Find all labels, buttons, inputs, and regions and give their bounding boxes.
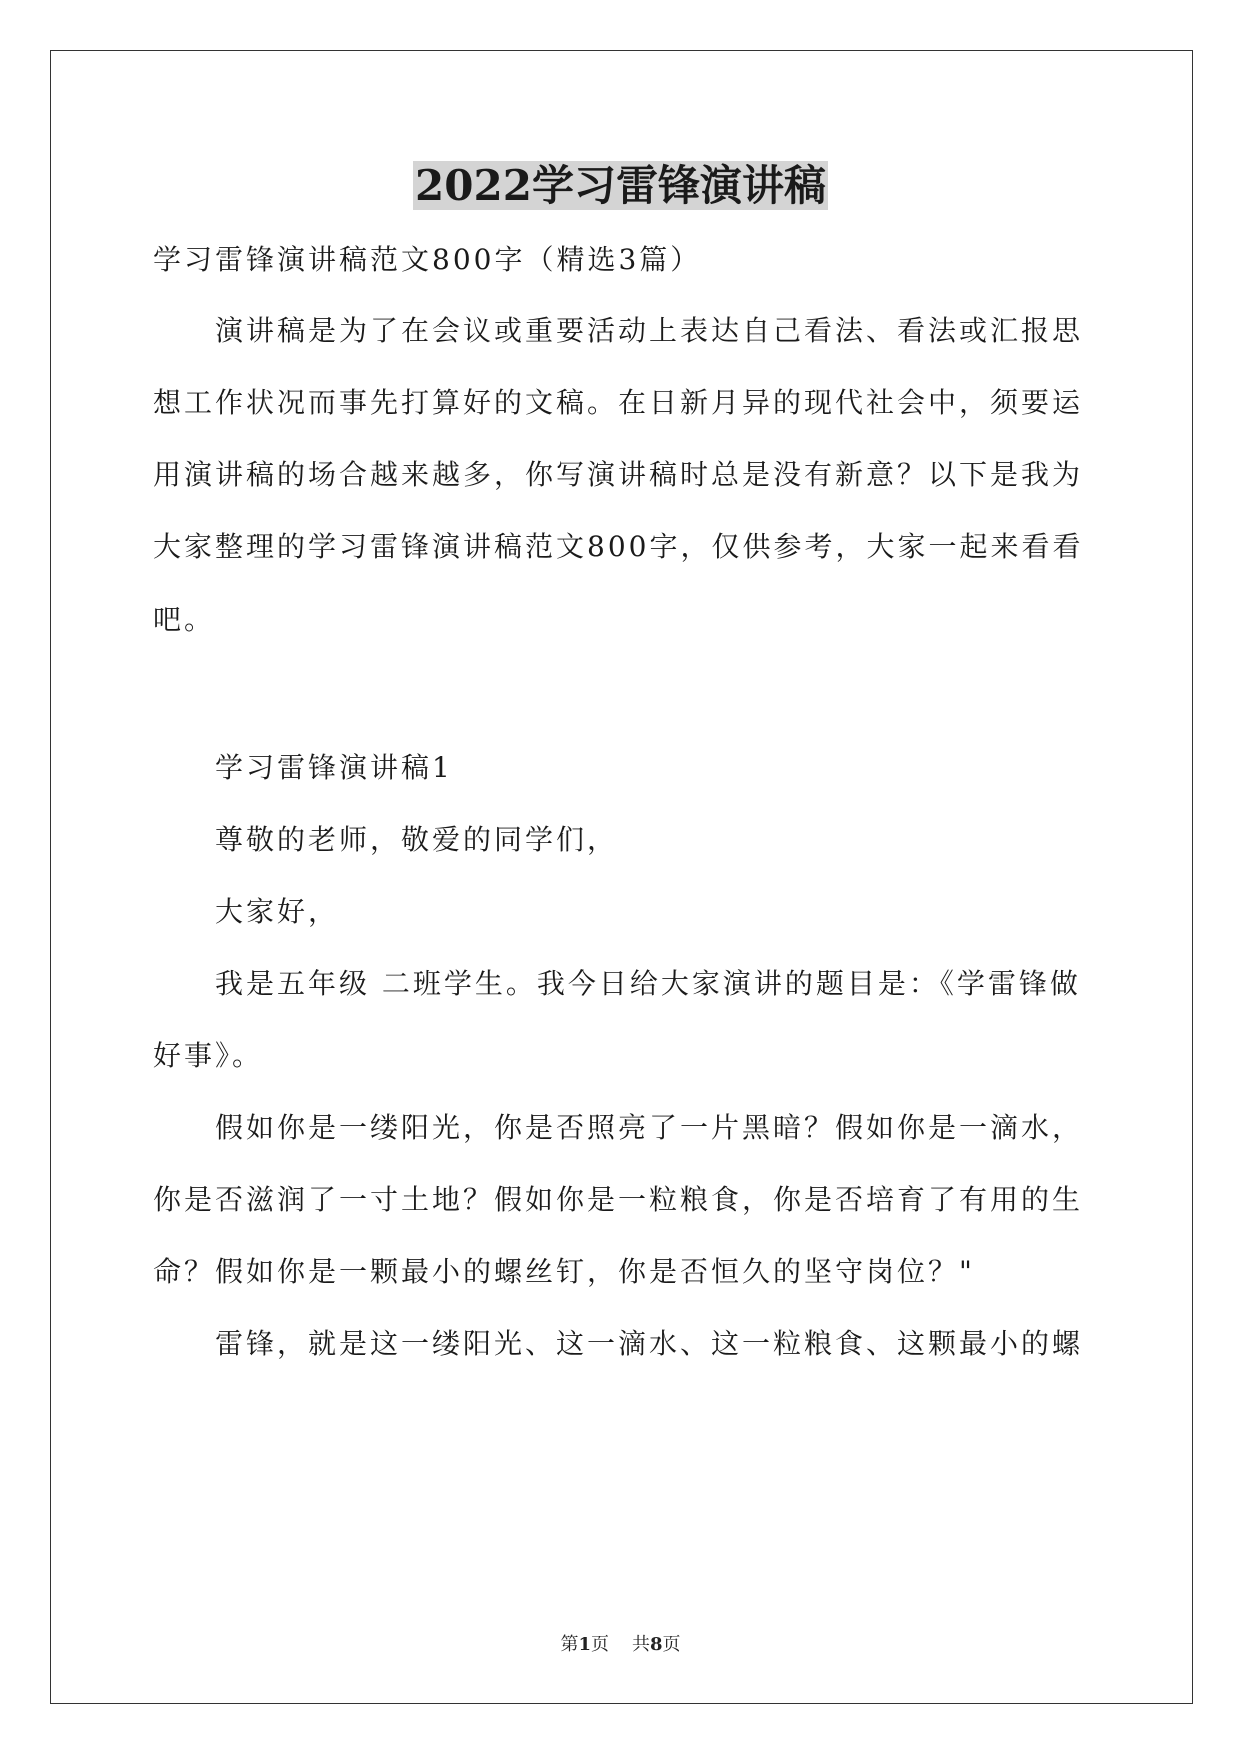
page-number: 1 (578, 1634, 592, 1655)
greeting: 大家好， (215, 895, 340, 928)
intro-line: 大家整理的学习雷锋演讲稿范文800字，仅供参考，大家一起来看看 (153, 530, 1084, 563)
speech-line: 雷锋，就是这一缕阳光、这一滴水、这一粒粮食、这颗最小的螺 (215, 1327, 1084, 1360)
section-heading: 学习雷锋演讲稿1 (215, 751, 453, 784)
page-footer (0, 1633, 1241, 1657)
speech-line: 我是五年级 二班学生。我今日给大家演讲的题目是：《学雷锋做 (215, 967, 1081, 1000)
document-title-text: 2022学习雷锋演讲稿 (415, 161, 826, 210)
speech-line: 命？假如你是一颗最小的螺丝钉，你是否恒久的坚守岗位？" (153, 1255, 975, 1288)
speech-line: 好事》。 (153, 1039, 264, 1072)
total-prefix: 共 (631, 1634, 650, 1655)
total-suffix: 页 (662, 1634, 681, 1655)
page-suffix: 页 (591, 1634, 610, 1655)
intro-line: 演讲稿是为了在会议或重要活动上表达自己看法、看法或汇报思 (215, 314, 1084, 347)
intro-line: 用演讲稿的场合越来越多，你写演讲稿时总是没有新意？以下是我为 (153, 458, 1084, 491)
document-subtitle: 学习雷锋演讲稿范文800字（精选3篇） (153, 243, 702, 276)
speech-line: 假如你是一缕阳光，你是否照亮了一片黑暗？假如你是一滴水， (215, 1111, 1084, 1144)
salutation: 尊敬的老师，敬爱的同学们， (215, 823, 619, 856)
speech-line: 你是否滋润了一寸土地？假如你是一粒粮食，你是否培育了有用的生 (153, 1183, 1084, 1216)
total-pages: 8 (649, 1634, 663, 1655)
page-prefix: 第 (560, 1634, 579, 1655)
document-body (153, 0, 1093, 1754)
intro-line: 想工作状况而事先打算好的文稿。在日新月异的现代社会中，须要运 (153, 386, 1084, 419)
intro-line: 吧。 (153, 603, 216, 636)
